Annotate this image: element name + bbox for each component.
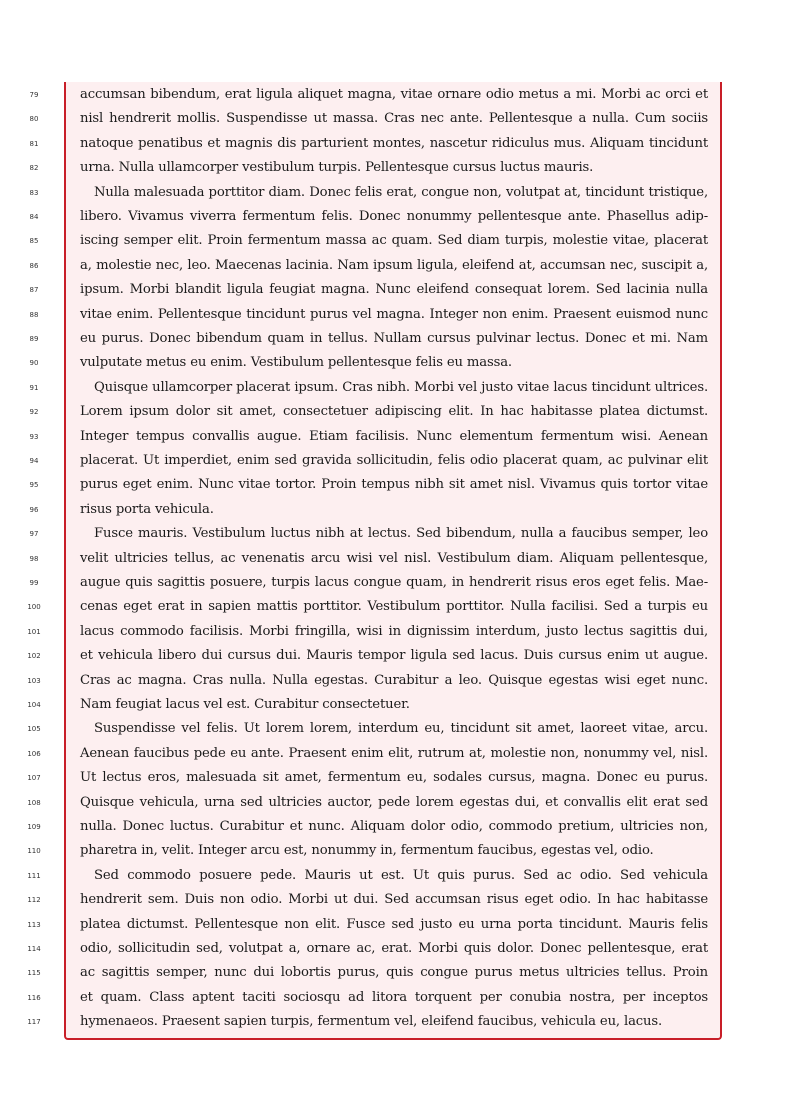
text-line xyxy=(0,620,788,644)
line-number: 96 xyxy=(29,505,39,514)
text-line xyxy=(0,644,788,668)
line-number: 110 xyxy=(27,847,41,856)
text-line xyxy=(0,351,788,375)
text-line xyxy=(0,888,788,912)
text-line xyxy=(0,961,788,985)
line-text: Quisque ullamcorper placerat ipsum. Cras nibh. Morbi vel justo vitae lacus tincidunt ultrices. xyxy=(94,379,708,395)
line-text: iscing semper elit. Proin fermentum massa ac quam. Sed diam turpis, molestie vitae, placerat xyxy=(80,233,708,249)
line-number: 85 xyxy=(29,237,39,246)
line-number: 114 xyxy=(27,945,41,953)
text-line xyxy=(0,107,788,131)
line-text: Integer tempus convallis augue. Etiam facilisis. Nunc elementum fermentum wisi. Aenean xyxy=(80,428,708,444)
text-line xyxy=(0,83,788,107)
line-text: eu purus. Donec bibendum quam in tellus. Nullam cursus pulvinar lectus. Donec et mi. Nam xyxy=(80,331,708,346)
line-text: Sed commodo posuere pede. Mauris ut est. Ut quis purus. Sed ac odio. Sed vehicula xyxy=(94,867,708,883)
line-number: 81 xyxy=(29,139,39,148)
text-line xyxy=(0,400,788,424)
line-text: urna. Nulla ullamcorper vestibulum turpis. Pellentesque cursus luctus mauris. xyxy=(80,160,594,176)
line-text: Nulla malesuada porttitor diam. Donec felis erat, congue non, volutpat at, tincidunt tristique, xyxy=(94,184,708,200)
line-text: Aenean faucibus pede eu ante. Praesent enim elit, rutrum at, molestie non, nonummy vel, nisl. xyxy=(80,745,708,761)
line-text: hendrerit sem. Duis non odio. Morbi ut dui. Sed accumsan risus eget odio. In hac habitasse xyxy=(80,892,708,908)
line-text: natoque penatibus et magnis dis parturient montes, nascetur ridiculus mus. Aliquam tincidunt xyxy=(80,135,708,151)
line-text: vitae enim. Pellentesque tincidunt purus vel magna. Integer non enim. Praesent euismod nunc xyxy=(80,306,708,322)
line-number: 89 xyxy=(29,335,39,343)
line-number: 93 xyxy=(29,432,39,441)
line-number: 107 xyxy=(27,774,41,783)
line-number: 102 xyxy=(27,652,41,661)
line-number: 97 xyxy=(29,530,39,539)
text-line xyxy=(0,986,788,1010)
line-text: ac sagittis semper, nunc dui lobortis purus, quis congue purus metus ultricies tellus. Proin xyxy=(80,965,708,981)
line-text: ipsum. Morbi blandit ligula feugiat magna. Nunc eleifend consequat lorem. Sed lacinia nulla xyxy=(80,282,708,298)
line-number: 111 xyxy=(27,871,41,880)
line-text: a, molestie nec, leo. Maecenas lacinia. Nam ipsum ligula, eleifend at, accumsan nec, suscipit a, xyxy=(80,257,708,273)
line-number: 113 xyxy=(27,920,41,929)
line-number: 105 xyxy=(27,725,41,734)
line-number: 88 xyxy=(29,310,39,319)
line-text: Quisque vehicula, urna sed ultricies auctor, pede lorem egestas dui, et convallis elit erat sed xyxy=(80,794,708,810)
text-line xyxy=(0,839,788,863)
text-line xyxy=(0,522,788,546)
line-text: Ut lectus eros, malesuada sit amet, fermentum eu, sodales cursus, magna. Donec eu purus. xyxy=(80,770,708,786)
line-number: 106 xyxy=(27,749,41,758)
text-line xyxy=(0,595,788,619)
text-line xyxy=(0,717,788,741)
line-text: cenas eget erat in sapien mattis porttitor. Vestibulum porttitor. Nulla facilisi. Sed a turpis eu xyxy=(80,599,708,615)
line-text: nulla. Donec luctus. Curabitur et nunc. Aliquam dolor odio, commodo pretium, ultricies non, xyxy=(80,819,708,834)
text-line xyxy=(0,815,788,839)
line-text: placerat. Ut imperdiet, enim sed gravida sollicitudin, felis odio placerat quam, ac pulvinar elit xyxy=(80,453,708,468)
text-line xyxy=(0,327,788,351)
line-number: 103 xyxy=(27,676,41,685)
line-number: 101 xyxy=(27,627,41,636)
line-number: 92 xyxy=(29,408,39,417)
line-text: Suspendisse vel felis. Ut lorem lorem, interdum eu, tincidunt sit amet, laoreet vitae, arcu. xyxy=(94,721,708,737)
text-line xyxy=(0,473,788,497)
line-number: 95 xyxy=(29,481,39,490)
line-number: 82 xyxy=(29,164,39,173)
line-text: augue quis sagittis posuere, turpis lacus congue quam, in hendrerit risus eros eget felis. Mae- xyxy=(80,575,708,590)
text-line xyxy=(0,278,788,302)
line-text: accumsan bibendum, erat ligula aliquet magna, vitae ornare odio metus a mi. Morbi ac orci et xyxy=(80,87,708,102)
text-line xyxy=(0,425,788,449)
text-line xyxy=(0,181,788,205)
line-text: lacus commodo facilisis. Morbi fringilla, wisi in dignissim interdum, justo lectus sagittis dui, xyxy=(80,623,708,639)
line-number: 79 xyxy=(29,91,39,99)
line-number: 80 xyxy=(29,115,39,124)
line-number: 98 xyxy=(29,554,39,563)
text-line xyxy=(0,693,788,717)
line-text: et vehicula libero dui cursus dui. Mauris tempor ligula sed lacus. Duis cursus enim ut augue. xyxy=(80,648,708,664)
line-number: 90 xyxy=(29,359,39,368)
text-line xyxy=(0,937,788,961)
line-number: 87 xyxy=(29,286,39,295)
text-line xyxy=(0,449,788,473)
text-line xyxy=(0,303,788,327)
line-text: Lorem ipsum dolor sit amet, consectetuer adipiscing elit. In hac habitasse platea dictumst. xyxy=(80,404,708,420)
text-line xyxy=(0,132,788,156)
text-line xyxy=(0,547,788,571)
line-number: 83 xyxy=(29,188,39,197)
line-number: 109 xyxy=(27,823,41,831)
text-line xyxy=(0,791,788,815)
line-number: 116 xyxy=(27,993,41,1002)
text-line xyxy=(0,205,788,229)
line-text: Cras ac magna. Cras nulla. Nulla egestas. Curabitur a leo. Quisque egestas wisi eget nunc. xyxy=(80,672,708,688)
line-text: velit ultricies tellus, ac venenatis arcu wisi vel nisl. Vestibulum diam. Aliquam pellentesque, xyxy=(80,550,708,566)
line-number: 94 xyxy=(29,457,39,465)
line-text: platea dictumst. Pellentesque non elit. Fusce sed justo eu urna porta tincidunt. Mauris felis xyxy=(80,916,708,932)
text-line xyxy=(0,376,788,400)
line-text: risus porta vehicula. xyxy=(80,501,214,517)
line-text: libero. Vivamus viverra fermentum felis. Donec nonummy pellentesque ante. Phasellus adip- xyxy=(80,209,708,224)
text-line xyxy=(0,156,788,180)
line-text: pharetra in, velit. Integer arcu est, nonummy in, fermentum faucibus, egestas vel, odio. xyxy=(80,843,654,859)
line-text: Nam feugiat lacus vel est. Curabitur consectetuer. xyxy=(80,697,410,712)
line-text: vulputate metus eu enim. Vestibulum pellentesque felis eu massa. xyxy=(80,355,512,371)
text-line xyxy=(0,571,788,595)
text-line xyxy=(0,254,788,278)
line-text: odio, sollicitudin sed, volutpat a, ornare ac, erat. Morbi quis dolor. Donec pellentesque, erat xyxy=(80,941,708,956)
line-text: Fusce mauris. Vestibulum luctus nibh at lectus. Sed bibendum, nulla a faucibus semper, leo xyxy=(94,526,708,542)
line-number: 84 xyxy=(29,213,39,221)
line-text: et quam. Class aptent taciti sociosqu ad litora torquent per conubia nostra, per inceptos xyxy=(80,989,708,1005)
line-text: purus eget enim. Nunc vitae tortor. Proin tempus nibh sit amet nisl. Vivamus quis tortor vitae xyxy=(80,477,708,493)
line-number: 115 xyxy=(27,969,41,978)
text-line xyxy=(0,1010,788,1034)
text-line xyxy=(0,498,788,522)
line-number: 99 xyxy=(29,579,39,587)
line-number: 91 xyxy=(29,383,39,392)
line-text: hymenaeos. Praesent sapien turpis, fermentum vel, eleifend faucibus, vehicula eu, lacus. xyxy=(80,1014,663,1030)
line-number: 108 xyxy=(27,798,41,807)
line-number: 100 xyxy=(27,603,41,612)
text-line xyxy=(0,742,788,766)
text-line xyxy=(0,913,788,937)
line-text: nisl hendrerit mollis. Suspendisse ut massa. Cras nec ante. Pellentesque a nulla. Cum sociis xyxy=(80,111,708,127)
line-number: 112 xyxy=(27,896,41,905)
text-line xyxy=(0,864,788,888)
text-line xyxy=(0,229,788,253)
text-line xyxy=(0,669,788,693)
text-line xyxy=(0,766,788,790)
line-number: 117 xyxy=(27,1018,41,1027)
line-number: 86 xyxy=(29,261,39,270)
line-number: 104 xyxy=(27,701,41,709)
